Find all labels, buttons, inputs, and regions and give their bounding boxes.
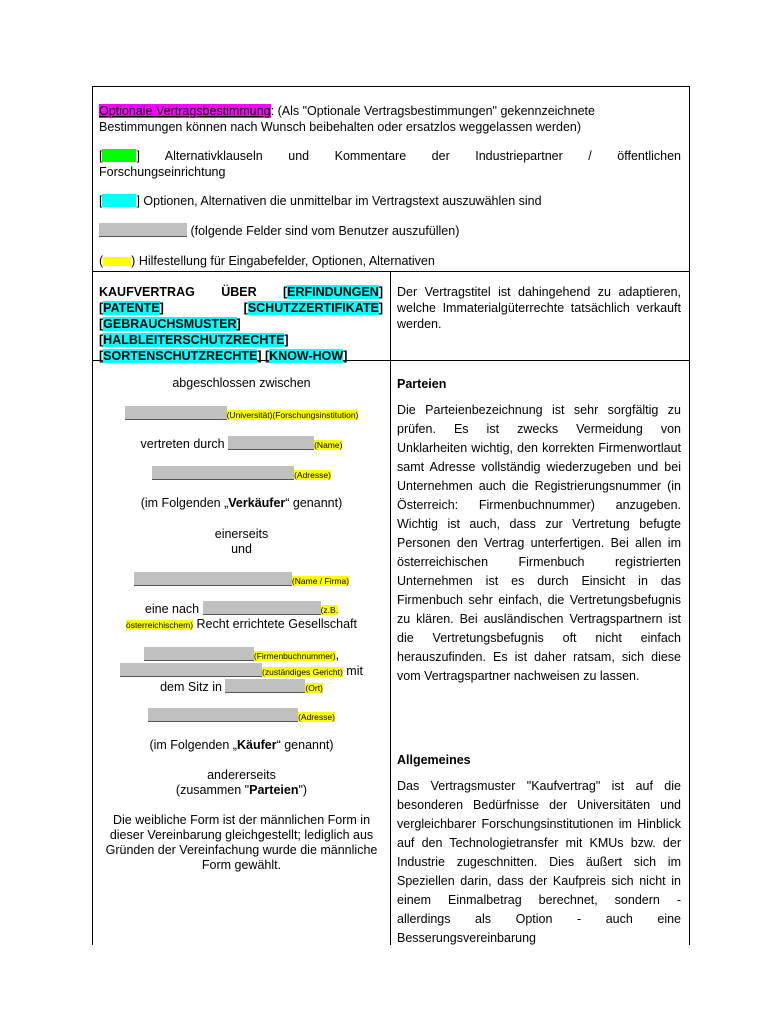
legend-section	[93, 87, 689, 272]
seller-representative: vertreten durch (Name)	[140, 437, 343, 451]
contract-title: KAUFVERTRAG ÜBER [ERFINDUNGEN] [PATENTE] [SCHUTZZERTIFIKATE] [GEBRAUCHSMUSTER] [HALBLEITERSCHUTZRECHTE] [SORTENSCHUTZRECHTE] [KNOW-HOW]	[99, 285, 383, 363]
one-side: einerseits	[214, 527, 269, 541]
green-marker	[102, 149, 136, 162]
buyer-definition: (im Folgenden „Käufer“ genannt)	[149, 738, 334, 752]
legend-options: [ ] Optionen, Alternativen die unmittelbar im Vertragstext auszuwählen sind	[99, 194, 542, 208]
heading-parties: Parteien	[397, 377, 447, 391]
other-side: andererseits	[207, 768, 276, 782]
concluded-between: abgeschlossen zwischen	[172, 376, 311, 390]
seller-address: (Adresse)	[97, 466, 386, 483]
heading-general: Allgemeines	[397, 753, 471, 767]
seat-field: dem Sitz in (Ort)	[160, 680, 323, 694]
grey-field-marker	[99, 223, 187, 237]
court-field: (zuständiges Gericht) mit	[97, 663, 386, 680]
together-parties: (zusammen "Parteien")	[175, 783, 308, 797]
and-word: und	[231, 542, 252, 556]
column-divider	[390, 271, 391, 945]
seller-definition: (im Folgenden „Verkäufer“ genannt)	[140, 496, 343, 510]
legend-alternative: [ ] Alternativklauseln und Kommentare der Industriepartner / öffentlichen	[99, 149, 681, 163]
contract-document	[92, 86, 690, 945]
jurisdiction-field: eine nach (z.B.	[144, 602, 339, 616]
parties-comment: Die Parteienbezeichnung ist sehr sorgfältig zu prüfen. Es ist zwecks Vermeidung von Unklarheiten wichtig, den korrekten Firmenwortlaut samt Adresse vollständig wiederzugeben und bei Unternehmen auch die Registrierungsnummer (in Österreich: Firmenbuchnummer) anzugeben. Wichtig ist auch, dass zur Vertretung befugte Personen den Vertrag unterfertigen. Bei allen im österreichischen Firmenbuch registrierten Unternehmen ist es durch Einsicht in das Firmenbuch sehr einfach, die Vertretungsbefugnis zu klären. Bei ausländischen Vertragspartnern ist die Vertretungsbefugnis oft nicht einfach herauszufinden. Es ist daher ratsam, sich diese vom Vertragspartner nachweisen zu lassen.	[397, 403, 681, 683]
legend-optional: Optionale Vertragsbestimmung: (Als "Optionale Vertragsbestimmungen" gekennzeichnete Bestimmungen können nach Wunsch beibehalten oder ersatzlos weggelassen werden)	[99, 104, 595, 134]
general-comment: Das Vertragsmuster "Kaufvertrag" ist auf die besonderen Bedürfnisse der Universitäten und vergleichbarer Forschungsinstitutionen im Hinblick auf den Technologietransfer mit KMUs bzw. der Industrie zugeschnitten. Dies äußert sich im Speziellen darin, dass der Kaufpreis sich nicht in einem Einmalbetrag berechnet, sondern - allerdings als Option - auch eine Besserungsvereinbarung	[397, 779, 681, 945]
legend-fields: (folgende Felder sind vom Benutzer auszufüllen)	[99, 223, 681, 239]
legend-help: ( ) Hilfestellung für Eingabefelder, Optionen, Alternativen	[99, 254, 435, 268]
gender-note: Die weibliche Form ist der männlichen Form in dieser Vereinbarung gleichgestellt; lediglich aus Gründen der Vereinfachung wurde die männliche Form gewählt.	[105, 813, 378, 872]
title-comment: Der Vertragstitel ist dahingehend zu adaptieren, welche Immaterialgüterrechte tatsächlich verkauft werden.	[397, 285, 681, 331]
legend-alternative-cont: Forschungseinrichtung	[99, 165, 226, 179]
buyer-name-field: (Name / Firma)	[97, 572, 386, 589]
optional-marker: Optionale Vertragsbestimmung	[99, 104, 271, 118]
yellow-marker	[103, 257, 131, 266]
cyan-marker	[102, 194, 136, 207]
seller-field: (Universität)(Forschungsinstitution)	[97, 406, 386, 423]
jurisdiction-field-cont: österreichischem) Recht errichtete Gesellschaft	[125, 617, 358, 631]
buyer-address-field: (Adresse)	[97, 708, 386, 725]
register-number-field: (Firmenbuchnummer),	[97, 647, 386, 664]
